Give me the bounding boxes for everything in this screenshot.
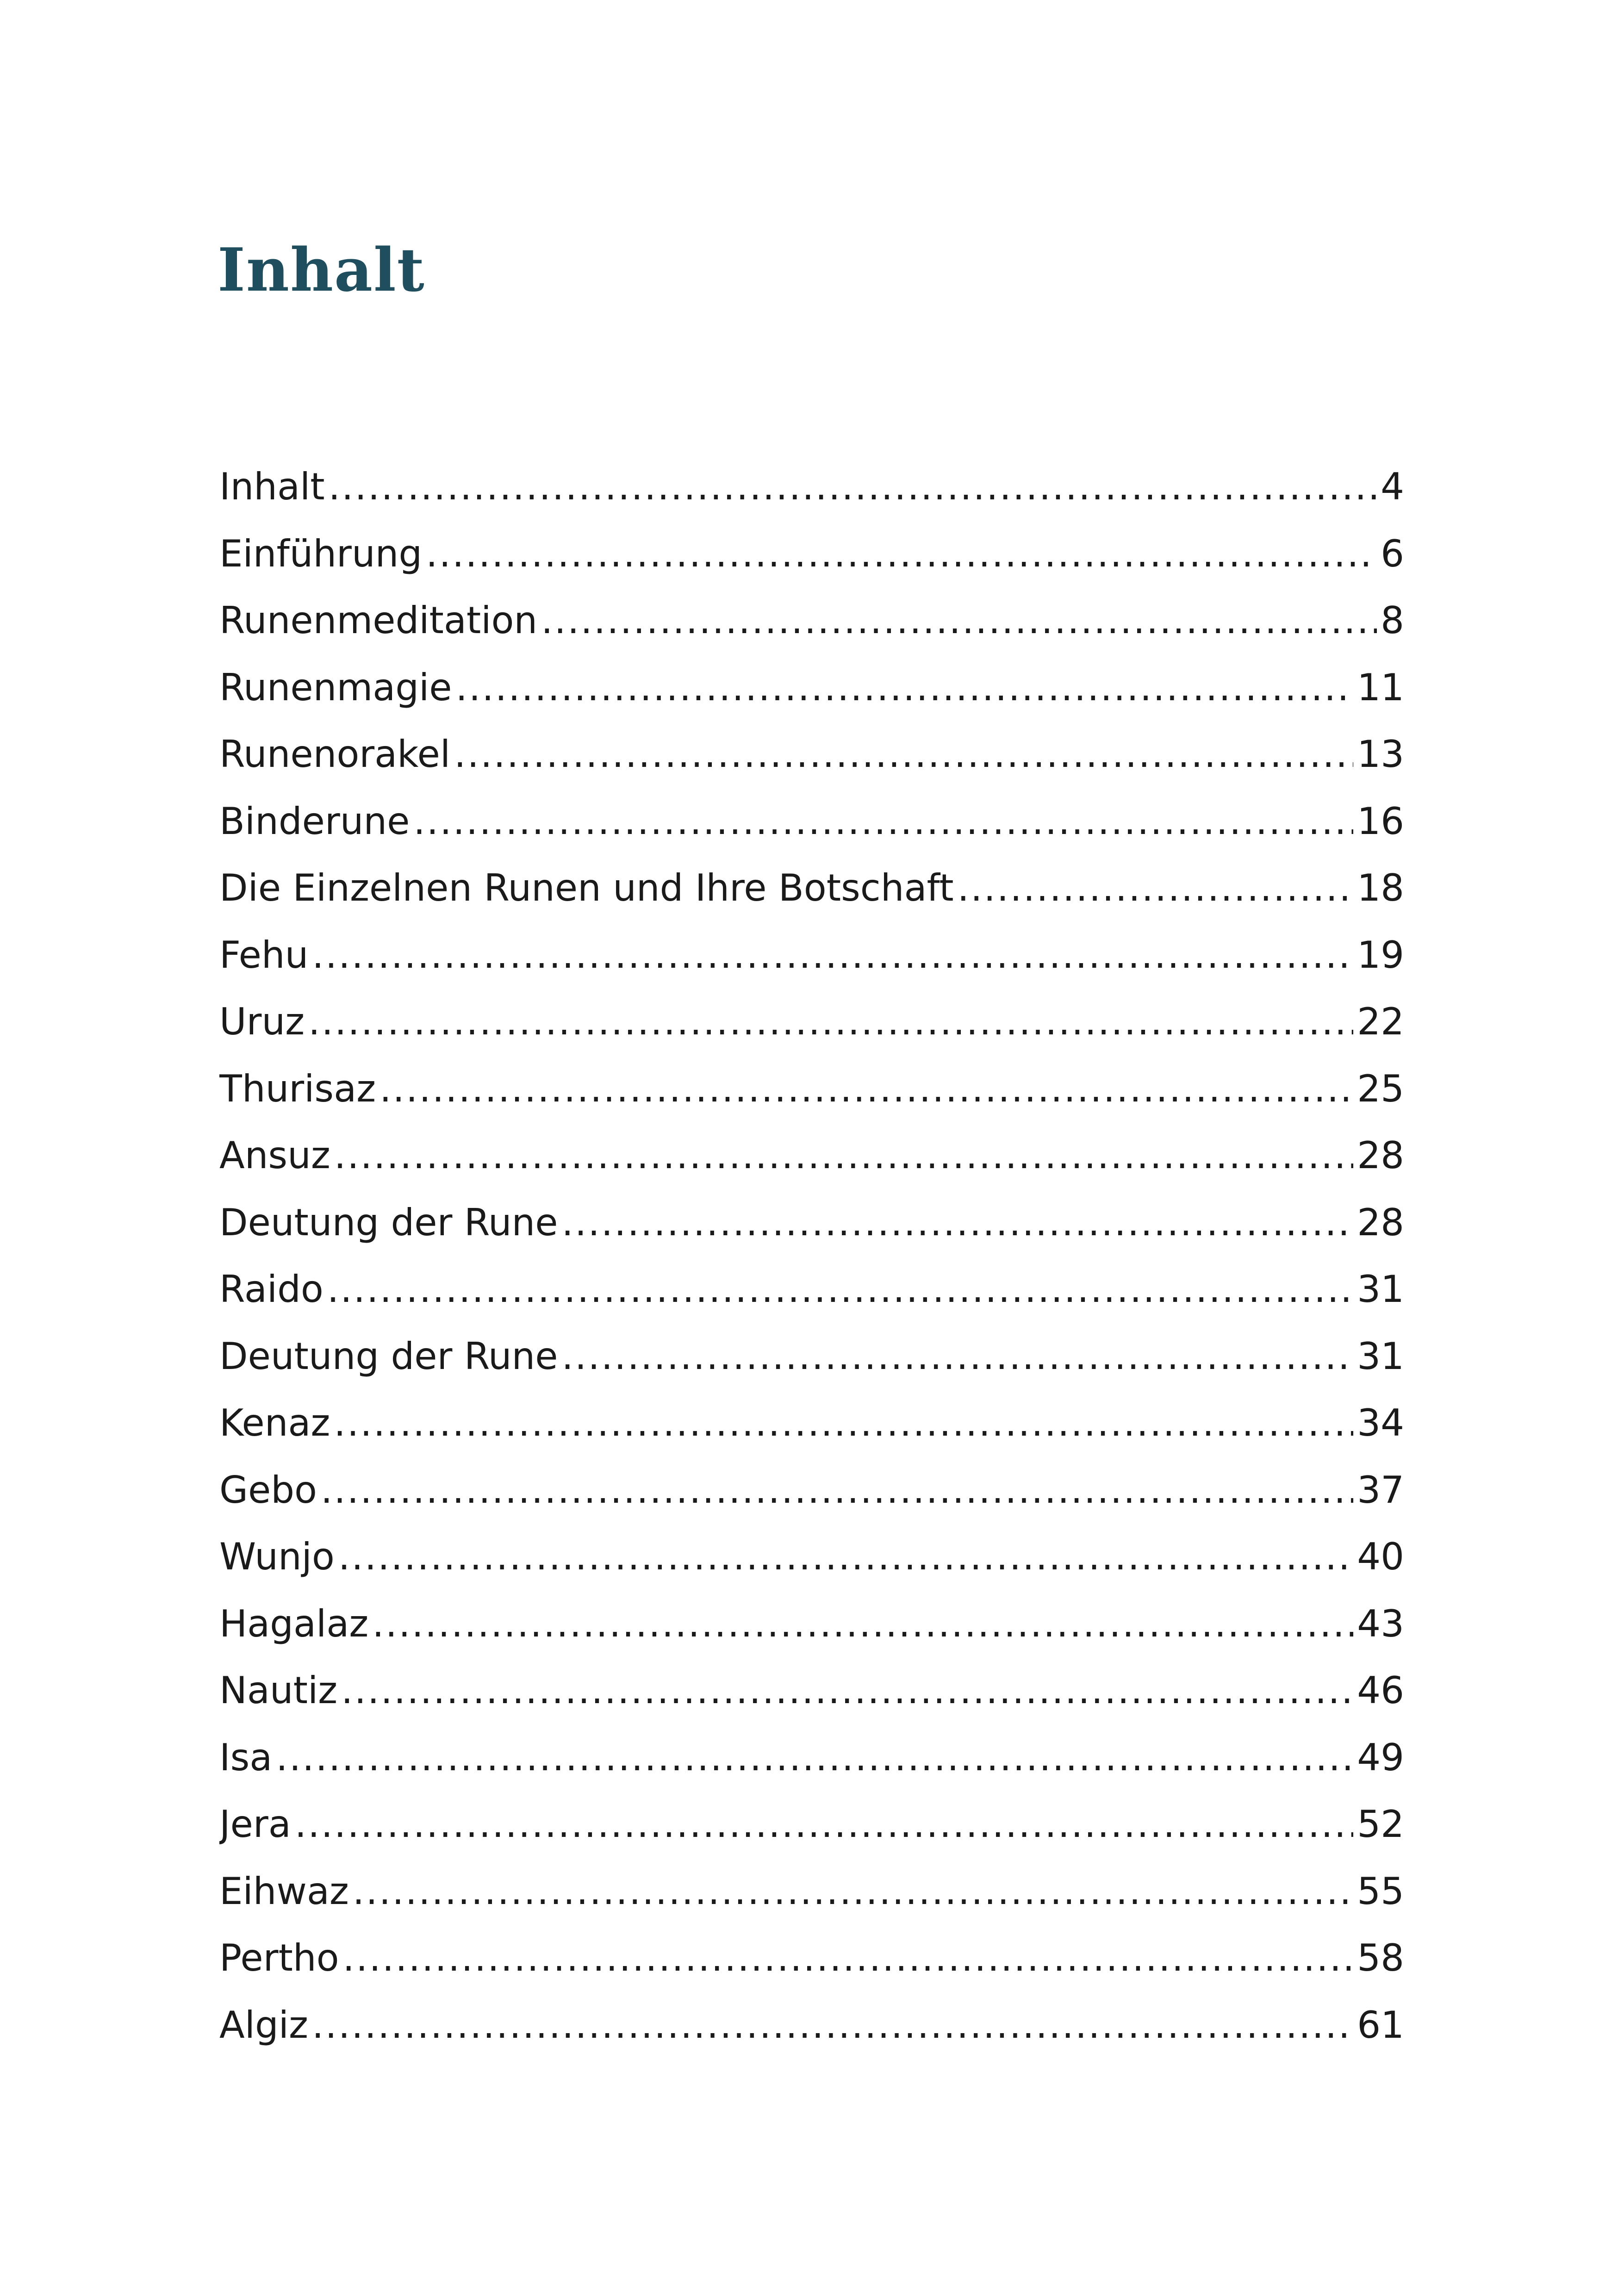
toc-dot-leader [343,1925,1354,1992]
toc-dot-leader [353,1858,1353,1925]
toc-entry[interactable] [219,788,1404,855]
toc-entry[interactable] [219,1256,1404,1323]
toc-dot-leader [958,855,1354,922]
toc-dot-leader [308,989,1353,1056]
toc-entry[interactable] [219,1323,1404,1390]
toc-entry[interactable] [219,1524,1404,1591]
toc-dot-leader [312,1992,1353,2059]
toc-entry[interactable] [219,1189,1404,1257]
toc-entry-page: 8 [1381,599,1404,642]
toc-entry-label: Pertho [219,1936,339,1979]
toc-entry-label: Inhalt [219,465,325,508]
toc-entry-label: Runenorakel [219,733,451,776]
toc-entry-label: Einführung [219,532,423,575]
toc-entry-label: Gebo [219,1468,317,1512]
toc-entry-page: 43 [1357,1602,1404,1645]
toc-dot-leader [334,1390,1353,1457]
toc-entry-label: Uruz [219,1000,305,1043]
toc-entry[interactable] [219,855,1404,922]
toc-entry-label: Thurisaz [219,1067,376,1110]
toc-entry-label: Algiz [219,2003,308,2047]
toc-entry[interactable] [219,721,1404,788]
toc-dot-leader [541,587,1377,654]
toc-entry-label: Kenaz [219,1401,330,1444]
toc-entry[interactable] [219,1992,1404,2059]
toc-dot-leader [312,922,1353,989]
toc-dot-leader [561,1189,1353,1257]
toc-entry[interactable] [219,521,1404,588]
toc-entry[interactable] [219,1056,1404,1123]
toc-entry[interactable] [219,1858,1404,1925]
toc-entry-label: Runenmeditation [219,599,538,642]
toc-entry[interactable] [219,1724,1404,1792]
toc-dot-leader [334,1122,1353,1189]
toc-entry[interactable] [219,587,1404,654]
toc-entry-page: 61 [1357,2003,1404,2047]
toc-entry-page: 40 [1357,1535,1404,1578]
toc-entry-page: 22 [1357,1000,1404,1043]
toc-entry[interactable] [219,1457,1404,1524]
toc-entry-page: 11 [1357,666,1404,709]
toc-dot-leader [561,1323,1353,1390]
toc-entry-label: Jera [219,1803,291,1846]
toc-dot-leader [329,454,1377,521]
toc-entry[interactable] [219,1657,1404,1724]
toc-entry-page: 31 [1357,1334,1404,1378]
toc-entry-page: 13 [1357,733,1404,776]
toc-dot-leader [454,721,1353,788]
toc-entry[interactable] [219,1591,1404,1658]
toc-entry-page: 28 [1357,1201,1404,1244]
page-title: Inhalt [218,236,425,305]
table-of-contents [219,454,1404,2059]
toc-entry[interactable] [219,1791,1404,1858]
toc-entry-label: Fehu [219,933,309,977]
toc-entry[interactable] [219,654,1404,722]
toc-entry-label: Runenmagie [219,666,452,709]
toc-entry-label: Deutung der Rune [219,1334,558,1378]
toc-entry-page: 46 [1357,1669,1404,1712]
toc-entry-label: Isa [219,1736,273,1779]
toc-entry-page: 18 [1357,866,1404,909]
toc-dot-leader [413,788,1353,855]
toc-entry-label: Ansuz [219,1134,330,1177]
toc-entry-page: 37 [1357,1468,1404,1512]
toc-entry-label: Raido [219,1268,324,1311]
toc-entry-page: 58 [1357,1936,1404,1979]
toc-dot-leader [426,521,1377,588]
toc-entry-label: Wunjo [219,1535,335,1578]
toc-entry-page: 6 [1381,532,1404,575]
toc-dot-leader [276,1724,1353,1792]
toc-entry[interactable] [219,454,1404,521]
toc-entry-page: 4 [1381,465,1404,508]
toc-entry-page: 19 [1357,933,1404,977]
toc-entry[interactable] [219,1925,1404,1992]
toc-dot-leader [341,1657,1353,1724]
toc-entry-label: Eihwaz [219,1869,349,1913]
toc-dot-leader [321,1457,1353,1524]
toc-entry-page: 55 [1357,1869,1404,1913]
toc-entry-page: 16 [1357,799,1404,843]
toc-dot-leader [456,654,1354,722]
toc-entry-page: 31 [1357,1268,1404,1311]
toc-entry-label: Binderune [219,799,410,843]
toc-dot-leader [327,1256,1353,1323]
toc-entry[interactable] [219,1122,1404,1189]
toc-dot-leader [338,1524,1353,1591]
toc-entry-label: Deutung der Rune [219,1201,558,1244]
toc-entry-label: Hagalaz [219,1602,369,1645]
toc-dot-leader [372,1591,1353,1658]
toc-entry-page: 28 [1357,1134,1404,1177]
toc-entry-page: 52 [1357,1803,1404,1846]
toc-entry[interactable] [219,989,1404,1056]
toc-entry-page: 49 [1357,1736,1404,1779]
toc-entry-page: 34 [1357,1401,1404,1444]
toc-dot-leader [295,1791,1353,1858]
toc-entry-label: Die Einzelnen Runen und Ihre Botschaft [219,866,954,909]
toc-entry-page: 25 [1357,1067,1404,1110]
toc-entry-label: Nautiz [219,1669,338,1712]
toc-entry[interactable] [219,1390,1404,1457]
toc-entry[interactable] [219,922,1404,989]
toc-dot-leader [380,1056,1353,1123]
